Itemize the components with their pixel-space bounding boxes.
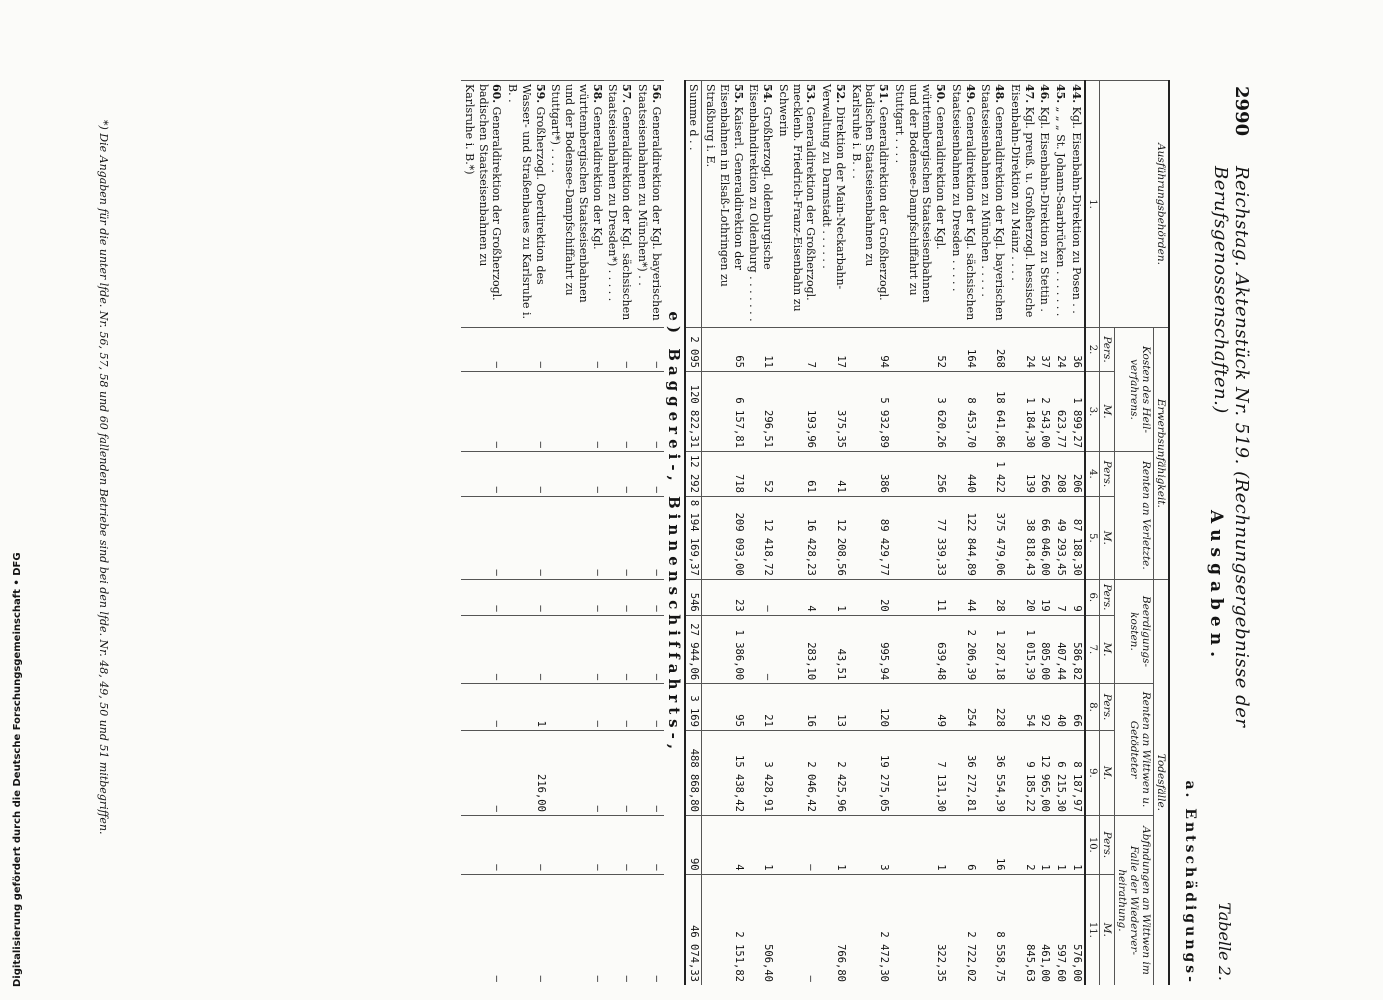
table-cell: 65: [702, 328, 746, 372]
row-label: Generaldirektion der Kgl. sächsischen Staatseisenbahnen zu Dresden . . . . .: [950, 84, 977, 321]
table-cell: 2 543,00: [1037, 371, 1053, 451]
table-cell: 12 208,56: [819, 496, 849, 579]
table-row: [461, 81, 504, 986]
row-label: Kgl. Eisenbahn-Direktion zu Posen . .: [1070, 106, 1083, 314]
col-unit-mark: M.: [1100, 615, 1115, 683]
table-row: [891, 81, 948, 986]
table-cell: 120: [848, 684, 891, 731]
row-label: Kgl. preuß. u. Großherzogl. hessische Eisenbahn-Direktion zu Mainz . . . .: [1009, 84, 1036, 318]
table-cell: —: [605, 874, 635, 985]
table-cell: 8 558,75: [978, 874, 1008, 985]
col-header-authority: Ausführungsbehörden.: [1100, 81, 1170, 328]
authority-name: [819, 81, 849, 328]
table-cell: —: [548, 730, 605, 815]
col-header-erwerbsunfaehigkeit: Erwerbsunfähigkeit.: [1154, 328, 1170, 580]
table-cell: —: [605, 328, 635, 372]
row-label: Generaldirektion der Kgl. württembergischen Staatseisenbahnen und der Bodensee-Dampfschiffahrt zu Stuttgart*) . . . .: [549, 84, 604, 303]
table-cell: 228: [978, 684, 1008, 731]
table-cell: 94: [848, 328, 891, 372]
row-number: 49.: [963, 84, 977, 104]
table-cell: 36 554,39: [978, 730, 1008, 815]
table-cell: 8 187,97: [1068, 730, 1085, 815]
sum-row: [685, 81, 702, 986]
col-number: 11.: [1085, 874, 1100, 985]
row-number: 51.: [877, 84, 891, 104]
table-cell: 586,82: [1068, 615, 1085, 683]
table-cell: —: [461, 615, 504, 683]
sum-cell: 120 822,31: [685, 371, 702, 451]
table-cell: 9: [1068, 579, 1085, 615]
table-cell: —: [548, 328, 605, 372]
table-cell: 12 418,72: [746, 496, 776, 579]
table-cell: 49: [891, 684, 948, 731]
row-label: Großherzogl. Oberdirektion des Wasser- und Straßenbaues zu Karlsruhe i. B. .: [506, 84, 547, 319]
table-cell: —: [548, 371, 605, 451]
col-number: 10.: [1085, 815, 1100, 874]
table-row: [605, 81, 635, 986]
row-number: 60.: [490, 84, 504, 104]
table-cell: 1 287,18: [978, 615, 1008, 683]
table-cell: 92: [1037, 684, 1053, 731]
table-cell: —: [505, 815, 548, 874]
table-cell: 19: [1037, 579, 1053, 615]
sum-cell: 546: [685, 579, 702, 615]
row-label: Großherzogl. oldenburgische Eisenbahndirektion zu Oldenburg . . . . . . .: [747, 84, 775, 322]
col-number: 4.: [1085, 451, 1100, 496]
table-cell: —: [505, 615, 548, 683]
table-cell: —: [505, 451, 548, 496]
table-cell: —: [461, 730, 504, 815]
table-cell: 1: [1037, 815, 1053, 874]
table-cell: 12 965,00: [1037, 730, 1053, 815]
table-cell: 66: [1068, 684, 1085, 731]
table-cell: —: [746, 615, 776, 683]
table-cell: 16 428,23: [775, 496, 818, 579]
col-number: 6.: [1085, 579, 1100, 615]
row-number: 54.: [761, 84, 775, 104]
table-cell: 3 620,26: [891, 371, 948, 451]
table-cell: 43,51: [819, 615, 849, 683]
table-cell: 216,00: [505, 730, 548, 815]
table-cell: —: [634, 451, 664, 496]
col-header-abfindungen: Abfindungen an Wittwen im Falle der Wiederver- heirathung.: [1115, 815, 1154, 985]
table-cell: 2 472,30: [848, 874, 891, 985]
sum-cell: 12 292: [685, 451, 702, 496]
authority-name: [505, 81, 548, 328]
table-cell: 506,40: [746, 874, 776, 985]
section-title: Ausgaben.: [1206, 510, 1226, 664]
table-cell: 193,96: [775, 371, 818, 451]
table-cell: —: [461, 496, 504, 579]
table-cell: 41: [819, 451, 849, 496]
table-cell: 87 188,30: [1068, 496, 1085, 579]
table-cell: 1: [505, 684, 548, 731]
table-cell: 28: [978, 579, 1008, 615]
table-cell: 1 899,27: [1068, 371, 1085, 451]
sum-cell: 46 074,33: [685, 874, 702, 985]
table-cell: 3: [848, 815, 891, 874]
col-number: 8.: [1085, 684, 1100, 731]
col-number: 2.: [1085, 328, 1100, 372]
sum-cell: 3 169: [685, 684, 702, 731]
table-cell: —: [505, 874, 548, 985]
table-cell: 20: [1007, 579, 1037, 615]
table-cell: 4: [775, 579, 818, 615]
table-cell: 461,00: [1037, 874, 1053, 985]
table-cell: 805,00: [1037, 615, 1053, 683]
table-cell: 1 386,00: [702, 615, 746, 683]
table-cell: 1: [819, 815, 849, 874]
table-row: [819, 81, 849, 986]
table-cell: 164: [948, 328, 978, 372]
table-cell: 1: [1053, 815, 1069, 874]
table-cell: —: [548, 874, 605, 985]
authority-name: [702, 81, 746, 328]
col-number: 5.: [1085, 496, 1100, 579]
table-cell: 40: [1053, 684, 1069, 731]
table-cell: 6: [948, 815, 978, 874]
table-row: [1068, 81, 1085, 986]
col-unit-mark: M.: [1100, 730, 1115, 815]
table-row: [548, 81, 605, 986]
row-label: Direktion der Main-Neckarbahn-Verwaltung zu Darmstadt . . . . . .: [820, 84, 847, 290]
authority-name: [634, 81, 664, 328]
table-cell: 15 438,42: [702, 730, 746, 815]
page-number: 2990: [1231, 86, 1252, 137]
footnote: *) Die Angaben für die unter lfde. Nr. 56, 57, 58 und 60 fallenden Betriebe sind bei den lfde. Nr. 48, 49, 50 und 51 mitbegriffen.: [97, 120, 110, 835]
table-cell: 322,35: [891, 874, 948, 985]
row-label: Generaldirektion der Kgl. württembergischen Staatseisenbahnen und der Bodensee-Dampfschiffahrt zu Stuttgart . . . .: [893, 84, 948, 303]
table-sum: [664, 81, 702, 986]
table-cell: —: [634, 615, 664, 683]
authority-name: [1053, 81, 1069, 328]
col-unit-pers: Pers.: [1100, 451, 1115, 496]
col-unit-pers: Pers.: [1100, 815, 1115, 874]
table-cell: —: [634, 684, 664, 731]
row-label: Kgl. Eisenbahn-Direktion zu Stettin .: [1038, 106, 1052, 312]
table-cell: 24: [1053, 328, 1069, 372]
table-row: [978, 81, 1008, 986]
row-label: Generaldirektion der Kgl. sächsischen Staatseisenbahnen zu Dresden*) . . . . .: [606, 84, 634, 321]
table-cell: 7 131,30: [891, 730, 948, 815]
table-cell: 1: [1068, 815, 1085, 874]
table-cell: —: [505, 371, 548, 451]
authority-name: [548, 81, 605, 328]
table-cell: —: [746, 579, 776, 615]
table-cell: —: [461, 371, 504, 451]
authority-name: [1037, 81, 1053, 328]
table-cell: 718: [702, 451, 746, 496]
table-cell: 139: [1007, 451, 1037, 496]
table-cell: 8 453,70: [948, 371, 978, 451]
authority-name: [891, 81, 948, 328]
table-row: [848, 81, 891, 986]
table-cell: 6 157,81: [702, 371, 746, 451]
sum-cell: 488 868,80: [685, 730, 702, 815]
table-cell: 208: [1053, 451, 1069, 496]
table-cell: 11: [891, 579, 948, 615]
digitization-credit-text: Digitalisierung gefördert durch die Deutsche Forschungsgemeinschaft • DFG: [12, 552, 23, 987]
col-unit-pers: Pers.: [1100, 579, 1115, 615]
sum-cell: 2 095: [685, 328, 702, 372]
table-cell: —: [634, 496, 664, 579]
table-cell: 54: [1007, 684, 1037, 731]
table-cell: 89 429,77: [848, 496, 891, 579]
table-cell: 23: [702, 579, 746, 615]
authority-name: [746, 81, 776, 328]
col-number: 7.: [1085, 615, 1100, 683]
table-cell: 24: [1007, 328, 1037, 372]
table-cell: 16: [978, 815, 1008, 874]
col-number: 3.: [1085, 371, 1100, 451]
column-number-row: [1085, 81, 1100, 986]
authority-name: [848, 81, 891, 328]
row-label: „ „ „ St. Johann-Saarbrücken . . . . . . .: [1054, 106, 1068, 317]
col-unit-pers: Pers.: [1100, 328, 1115, 372]
table-cell: 9 185,22: [1007, 730, 1037, 815]
table-cell: 77 339,33: [891, 496, 948, 579]
table-cell: —: [605, 451, 635, 496]
table-cell: 3 428,91: [746, 730, 776, 815]
table-cell: 576,00: [1068, 874, 1085, 985]
authority-name: [948, 81, 978, 328]
table-row: [746, 81, 776, 986]
sum-cell: 27 944,06: [685, 615, 702, 683]
col-number: 1.: [1085, 81, 1100, 328]
col-number: 9.: [1085, 730, 1100, 815]
table-cell: —: [461, 579, 504, 615]
table-cell: —: [605, 730, 635, 815]
row-number: 56.: [649, 84, 663, 104]
row-number: 50.: [934, 84, 948, 104]
table-cell: 61: [775, 451, 818, 496]
table-cell: 6 215,30: [1053, 730, 1069, 815]
table-cell: 283,10: [775, 615, 818, 683]
table-cell: 206: [1068, 451, 1085, 496]
table-row: [505, 81, 548, 986]
table-cell: 18 641,86: [978, 371, 1008, 451]
table-body-d: [702, 81, 1085, 986]
table-cell: 5 932,89: [848, 371, 891, 451]
table-cell: 1: [746, 815, 776, 874]
sum-cell: 90: [685, 815, 702, 874]
table-row: [1007, 81, 1037, 986]
table-cell: —: [634, 730, 664, 815]
table-number: Tabelle 2.: [1215, 902, 1234, 981]
table-cell: —: [548, 684, 605, 731]
table-cell: 256: [891, 451, 948, 496]
table-cell: —: [605, 815, 635, 874]
table-cell: 2 722,02: [948, 874, 978, 985]
table-cell: 11: [746, 328, 776, 372]
authority-name: [605, 81, 635, 328]
table-cell: 2 206,39: [948, 615, 978, 683]
row-number: 53.: [804, 84, 818, 104]
table-cell: —: [548, 579, 605, 615]
table-row: [702, 81, 746, 986]
table-row: [1053, 81, 1069, 986]
table-cell: 1: [819, 579, 849, 615]
table-cell: 19 275,05: [848, 730, 891, 815]
table-row: [634, 81, 664, 986]
col-unit-mark: M.: [1100, 496, 1115, 579]
authority-name: [775, 81, 818, 328]
running-title: Reichstag. Aktenstück Nr. 519. (Rechnungsergebnisse der Berufsgenossenschaften.): [1210, 166, 1252, 728]
table-cell: 2 046,42: [775, 730, 818, 815]
table-cell: 44: [948, 579, 978, 615]
table-cell: —: [461, 684, 504, 731]
col-unit-mark: M.: [1100, 371, 1115, 451]
table-cell: 1 422: [978, 451, 1008, 496]
data-table: [461, 80, 1170, 985]
table-cell: 766,80: [819, 874, 849, 985]
table-cell: 2 425,96: [819, 730, 849, 815]
row-label: Generaldirektion der Großherzogl. badischen Staatseisenbahnen zu Karlsruhe i. B. . .: [849, 84, 891, 301]
rotated-document-page: [50, 80, 1270, 985]
table-cell: 1: [891, 815, 948, 874]
table-cell: 66 046,00: [1037, 496, 1053, 579]
table-body-e: [461, 81, 664, 986]
table-cell: —: [505, 328, 548, 372]
authority-name: [1007, 81, 1037, 328]
table-cell: 375 479,06: [978, 496, 1008, 579]
table-row: [948, 81, 978, 986]
table-cell: —: [775, 815, 818, 874]
table-cell: —: [634, 579, 664, 615]
row-label: Generaldirektion der Kgl. bayerischen Staatseisenbahnen zu München . . . . .: [979, 84, 1007, 321]
table-cell: 254: [948, 684, 978, 731]
table-cell: —: [634, 371, 664, 451]
table-cell: 7: [1053, 579, 1069, 615]
authority-name: [1068, 81, 1085, 328]
table-cell: —: [461, 451, 504, 496]
table-cell: 37: [1037, 328, 1053, 372]
table-cell: 407,44: [1053, 615, 1069, 683]
table-row: [1037, 81, 1053, 986]
table-cell: —: [505, 579, 548, 615]
table-cell: 375,35: [819, 371, 849, 451]
table-cell: 36: [1068, 328, 1085, 372]
digitization-credit: [10, 552, 28, 987]
table-cell: —: [605, 579, 635, 615]
col-header-beerdigung: Beerdigungs- kosten.: [1115, 579, 1154, 683]
table-cell: —: [548, 815, 605, 874]
table-cell: 13: [819, 684, 849, 731]
table-cell: 52: [891, 328, 948, 372]
table-cell: 440: [948, 451, 978, 496]
row-number: 59.: [533, 84, 547, 104]
table-cell: —: [461, 874, 504, 985]
table-cell: 268: [978, 328, 1008, 372]
table-cell: —: [461, 328, 504, 372]
table-cell: —: [605, 371, 635, 451]
table-cell: 2 151,82: [702, 874, 746, 985]
table-row: [775, 81, 818, 986]
row-number: 46.: [1038, 84, 1052, 104]
table-cell: 4: [702, 815, 746, 874]
table-cell: —: [505, 496, 548, 579]
row-label: Generaldirektion der Großherzogl. badischen Staatseisenbahnen zu Karlsruhe i. B.*): [463, 84, 504, 301]
section-subtitle: a. Entschädigungs-: [1182, 780, 1198, 985]
table-cell: 639,48: [891, 615, 948, 683]
authority-name: [978, 81, 1008, 328]
col-header-renten-hinterbliebene: Renten an Wittwen u. Getödteter: [1115, 684, 1154, 816]
table-cell: —: [634, 328, 664, 372]
table-cell: 209 093,00: [702, 496, 746, 579]
row-label: Generaldirektion der Kgl. bayerischen Staatseisenbahnen zu München*) . .: [636, 84, 663, 321]
table-cell: 38 818,43: [1007, 496, 1037, 579]
row-label: Generaldirektion der Großherzogl. mecklenb. Friedrich-Franz-Eisenbahn zu Schwerin: [777, 84, 818, 312]
col-header-todesfaelle: Todesfälle.: [1154, 579, 1170, 985]
table-cell: 122 844,89: [948, 496, 978, 579]
table-cell: 2: [1007, 815, 1037, 874]
row-label: Kaiserl. Generaldirektion der Eisenbahnen in Elsaß-Lothringen zu Straßburg i. E.: [704, 84, 745, 287]
table-cell: 1 015,39: [1007, 615, 1037, 683]
sum-label: Summe d . .: [685, 81, 702, 328]
table-cell: —: [775, 874, 818, 985]
col-header-renten-verletzte: Renten an Verletzte.: [1115, 451, 1154, 579]
table-cell: 597,60: [1053, 874, 1069, 985]
col-unit-mark: M.: [1100, 874, 1115, 985]
col-header-heilverfahren: Kosten des Heil- verfahrens.: [1115, 328, 1154, 452]
row-number: 52.: [834, 84, 847, 104]
table-cell: —: [548, 451, 605, 496]
table-cell: 36 272,81: [948, 730, 978, 815]
table-cell: 20: [848, 579, 891, 615]
table-cell: —: [605, 496, 635, 579]
row-number: 57.: [620, 84, 634, 104]
table-cell: —: [548, 496, 605, 579]
table-cell: 7: [775, 328, 818, 372]
sum-cell: 8 194 169,37: [685, 496, 702, 579]
row-number: 48.: [993, 84, 1007, 104]
col-unit-pers: Pers.: [1100, 684, 1115, 731]
table-cell: —: [634, 815, 664, 874]
table-cell: 296,51: [746, 371, 776, 451]
row-number: 45.: [1054, 84, 1068, 104]
table-cell: —: [634, 874, 664, 985]
table-cell: —: [548, 615, 605, 683]
table-cell: 1 184,30: [1007, 371, 1037, 451]
row-number: 47.: [1022, 84, 1036, 104]
row-number: 44.: [1070, 84, 1083, 104]
table-cell: 995,94: [848, 615, 891, 683]
table-cell: 266: [1037, 451, 1053, 496]
authority-name: [461, 81, 504, 328]
table-cell: 95: [702, 684, 746, 731]
table-cell: 49 293,45: [1053, 496, 1069, 579]
table-cell: 21: [746, 684, 776, 731]
section-e-title: e) Baggerei-, Binnenschiffahrts-,: [664, 311, 683, 755]
table-cell: 386: [848, 451, 891, 496]
row-number: 58.: [590, 84, 604, 104]
table-cell: —: [605, 684, 635, 731]
table-cell: 17: [819, 328, 849, 372]
table-cell: 623,77: [1053, 371, 1069, 451]
table-cell: —: [605, 615, 635, 683]
table-cell: 52: [746, 451, 776, 496]
table-cell: —: [461, 815, 504, 874]
table-cell: 16: [775, 684, 818, 731]
row-number: 55.: [731, 84, 745, 104]
table-cell: 845,63: [1007, 874, 1037, 985]
